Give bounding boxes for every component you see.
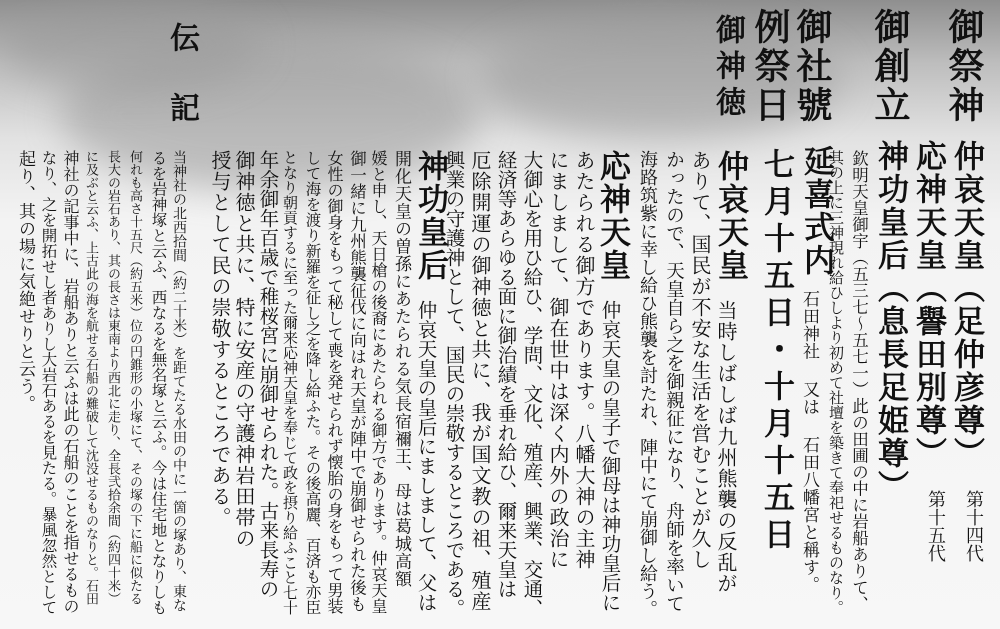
virtue-chuai-line: ありて、国民が不安な生活を営むことが久し bbox=[688, 150, 712, 570]
virtue-jingu-line: 年余御年百歳で稚桜宮に崩御せられた。古来長寿の bbox=[256, 150, 280, 599]
heading-denki: 伝記 bbox=[164, 22, 199, 162]
heading-soritsu: 御創立 bbox=[869, 8, 911, 125]
virtue-jingu-line: 御神徳と共に、特に安産の守護神岩田帯の bbox=[232, 150, 256, 549]
virtue-jingu-heading: 神功皇后 bbox=[412, 150, 448, 282]
virtue-jingu-line: 仲哀天皇の皇后にましまして、父は bbox=[414, 300, 438, 612]
virtue-jingu-line: して海を渡り新羅を征し之を降し給ふた。その後高麗、百済も亦臣 bbox=[303, 150, 322, 615]
heading-shintoku: 御神徳 bbox=[710, 14, 745, 122]
virtue-ojin-line: 大御心を用ひ給ひ、学問、文化、殖産、興業、交通、 bbox=[520, 150, 544, 618]
virtue-ojin-line: あたられる御方であります。八幡大神の主神 bbox=[572, 150, 596, 570]
founding-line-2: 其の上に三神現れ給ひしより初めて社壇を築きて奉祀せるものなり。 bbox=[827, 150, 845, 615]
deity-chuai: 仲哀天皇（足仲彦尊） bbox=[948, 140, 984, 470]
deity-ojin-order: 第十五代 bbox=[925, 490, 946, 562]
legend-line: 神社の記事中に、岩船ありと云ふは此の石船のことを指せるもの bbox=[61, 150, 80, 614]
heading-saijitsu: 例祭日 bbox=[749, 8, 791, 125]
founding-line-1: 欽明天皇御宇（五三七〜五七一）此の田圃の中に岩船ありて、 bbox=[849, 150, 869, 612]
water-stain bbox=[0, 0, 260, 90]
virtue-chuai-line: 海路筑紫に幸し給ひ熊襲を討たれ、陣中にて崩御し給う。 bbox=[637, 150, 658, 618]
virtue-ojin-line: 仲哀天皇の皇子で御母は神功皇后に bbox=[598, 300, 622, 612]
virtue-ojin-line: 厄除開運の御神徳と共に、我が国文教の祖、殖産 bbox=[468, 150, 492, 612]
virtue-jingu-line: 女性の御身をもって秘して喪を発せられず懐胎の身をもって男装 bbox=[325, 150, 344, 614]
virtue-chuai-line: 当時しばしば九州熊襲の反乱が bbox=[714, 300, 738, 594]
legend-line: るを岩神塚と云ふ、西なるを無名塚と云ふ。今は住宅地となりしも bbox=[149, 150, 168, 615]
heading-shago: 御社號 bbox=[791, 8, 833, 125]
legend-line: 当神社の北西拾間（約二十米）を距てたる水田の中に一箇の塚あり、東な bbox=[171, 150, 187, 612]
virtue-chuai-heading: 仲哀天皇 bbox=[712, 150, 748, 282]
deity-chuai-order: 第十四代 bbox=[963, 490, 984, 562]
virtue-jingu-line: 開化天皇の曽孫にあたられる気長宿禰王、母は葛城高額 bbox=[391, 150, 411, 588]
legend-line: 何れも高さ十五尺（約五米）位の円錐形の小塚にて、その塚の下に船に似たる bbox=[127, 150, 142, 605]
virtue-jingu-line: 御一緒に九州熊襲征伐に向はれ天皇が陣中で崩御せられた後も bbox=[347, 150, 367, 612]
virtue-jingu-line: となり朝貢するに至った爾来応神天皇を奉じて政を摂り給ふこと七十 bbox=[281, 150, 299, 615]
festival-dates: 七月十五日・十月十五日 bbox=[758, 148, 794, 555]
virtue-jingu-line: 授与として民の崇敬するところである。 bbox=[208, 150, 232, 528]
virtue-jingu-line: 媛と申し、天日槍の後裔にあたられる御方であります。仲哀天皇 bbox=[369, 150, 388, 614]
legend-line: なり、之を開拓せし者ありし大岩石あるを見たる。暴風忽然として bbox=[39, 150, 58, 615]
legend-line: 長大の岩石あり、其の長さは東南より西北に走り、全長弐拾余間（約四十米） bbox=[105, 150, 120, 605]
virtue-chuai-line: かったので、天皇自ら之を御親征になり、舟師を率いて bbox=[663, 150, 685, 613]
legend-line: に及ぶと云ふ、上古此の海を航せる石船の難破して沈没せるものなりと。石田 bbox=[83, 150, 98, 605]
shrine-name-note: 石田神社 又は 石田八幡宮と稱す。 bbox=[799, 290, 819, 594]
legend-line: 起り、其の場に気絶せりと云う。 bbox=[15, 150, 35, 413]
virtue-ojin-line: 経済等あらゆる面に御治績を垂れ給ひ、爾来天皇は bbox=[494, 150, 518, 599]
virtue-ojin-line: にましまして、御在世中は深く内外の政治に bbox=[546, 150, 570, 570]
shrine-era: 延喜式内 bbox=[798, 145, 834, 277]
virtue-ojin-line: 興業の守護神として、国民の崇敬するところである。 bbox=[442, 150, 466, 618]
deity-jingu: 神功皇后（息長足姫尊） bbox=[872, 140, 908, 503]
virtue-ojin-heading: 応神天皇 bbox=[594, 150, 630, 282]
heading-saijin: 御祭神 bbox=[943, 8, 985, 125]
deity-ojin: 応神天皇（譽田別尊） bbox=[910, 140, 946, 470]
